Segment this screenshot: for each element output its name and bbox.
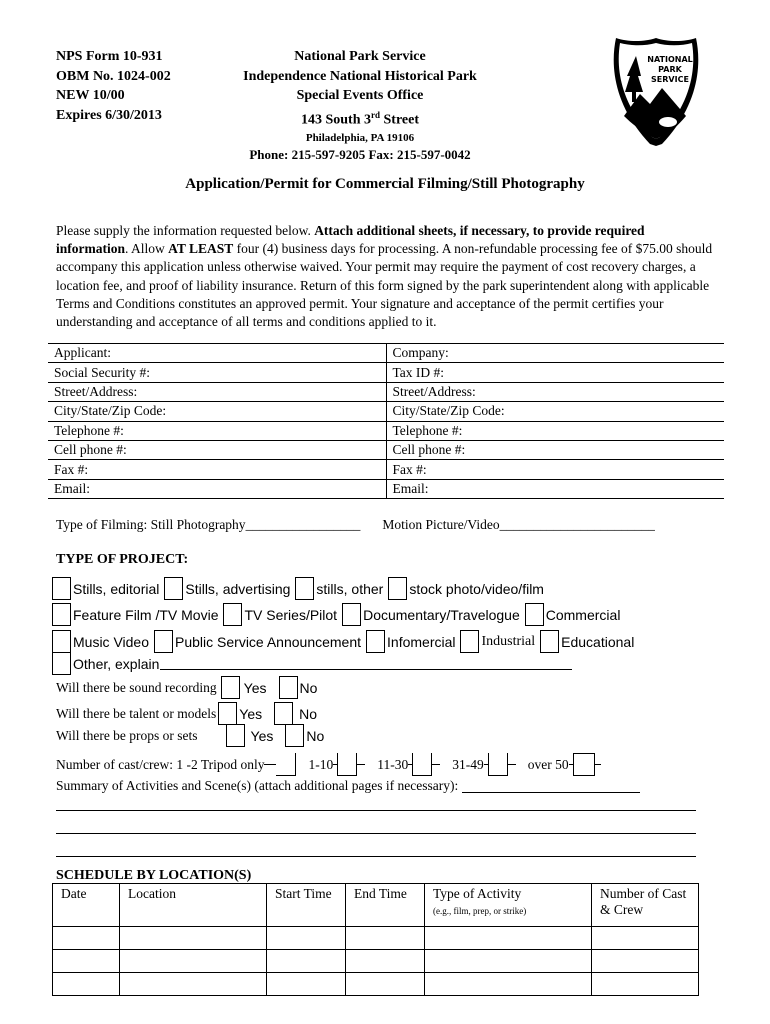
cast-over-50-checkbox[interactable] (573, 753, 595, 776)
logo-text-national: NATIONAL (647, 55, 693, 64)
company-email-field[interactable]: Email: (386, 479, 724, 498)
agency-address-block (200, 47, 520, 163)
cast-11-30-checkbox[interactable] (412, 753, 432, 776)
form-new-date: NEW 10/00 (56, 88, 125, 103)
applicant-company-table (48, 343, 724, 499)
applicant-field[interactable]: Applicant: (48, 344, 386, 363)
company-telephone-field[interactable]: Telephone #: (386, 421, 724, 440)
motion-picture-blank[interactable]: _______________________ (499, 517, 655, 532)
schedule-header-row (53, 884, 699, 927)
table-row (48, 479, 724, 498)
talent-yes-checkbox[interactable] (218, 702, 237, 725)
stills-other-checkbox[interactable] (295, 577, 314, 600)
applicant-cell-field[interactable]: Cell phone #: (48, 440, 386, 459)
psa-checkbox[interactable] (154, 630, 173, 653)
industrial-checkbox[interactable] (460, 630, 479, 653)
applicant-street-field[interactable]: Street/Address: (48, 382, 386, 401)
table-row (53, 927, 699, 950)
stills-editorial-checkbox[interactable] (52, 577, 71, 600)
summary-input-line[interactable] (462, 780, 640, 793)
project-row-3: Music Video Public Service Announcement Infomercial Industrial Educational (52, 630, 639, 653)
phone-fax: Phone: 215-597-9205 Fax: 215-597-0042 (249, 146, 471, 162)
office-name: Special Events Office (296, 88, 424, 103)
educational-checkbox[interactable] (540, 630, 559, 653)
props-yes-checkbox[interactable] (226, 724, 245, 747)
props-no-checkbox[interactable] (285, 724, 304, 747)
applicant-telephone-field[interactable]: Telephone #: (48, 421, 386, 440)
summary-line-2[interactable] (56, 810, 696, 811)
table-row (53, 950, 699, 973)
type-of-filming-line: Type of Filming: Still Photography_________________ Motion Picture/Video_______________________ (56, 517, 655, 532)
table-row (48, 421, 724, 440)
agency-name: National Park Service (294, 49, 426, 64)
props-question: Will there be props or sets Yes No (56, 724, 324, 747)
cast-crew-line: Number of cast/crew: 1 -2 Tripod only 1-10 11-30 31-49 over 50 (56, 753, 601, 776)
form-identifiers (56, 47, 171, 125)
city-state-zip: Philadelphia, PA 19106 (305, 131, 415, 144)
schedule-table (52, 883, 699, 996)
location-header: Location (120, 884, 267, 927)
summary-line-4[interactable] (56, 856, 696, 857)
end-time-header: End Time (346, 884, 425, 927)
cast-crew-header: Number of Cast & Crew (592, 884, 699, 927)
sound-recording-question: Will there be sound recording Yes No (56, 676, 317, 699)
talent-question: Will there be talent or models Yes No (56, 702, 317, 725)
commercial-checkbox[interactable] (525, 603, 544, 626)
table-row (48, 460, 724, 479)
logo-text-park: PARK (658, 65, 682, 74)
other-explain-line[interactable] (160, 657, 572, 670)
company-street-field[interactable]: Street/Address: (386, 382, 724, 401)
table-row (48, 440, 724, 459)
applicant-fax-field[interactable]: Fax #: (48, 460, 386, 479)
date-header: Date (53, 884, 120, 927)
table-row (48, 344, 724, 363)
other-checkbox[interactable] (52, 652, 71, 675)
type-of-project-heading: TYPE OF PROJECT: (56, 552, 189, 567)
stills-advertising-checkbox[interactable] (164, 577, 183, 600)
omb-number: OBM No. 1024-002 (56, 68, 171, 84)
project-row-other: Other, explain (52, 652, 572, 675)
project-row-1: Stills, editorial Stills, advertising stills, other stock photo/video/film (52, 577, 549, 600)
company-field[interactable]: Company: (386, 344, 724, 363)
instructions-paragraph: Please supply the information requested below. Attach additional sheets, if necessary, to provide required information. Allow AT LEAST four (4) business days for processing. A non-refundable processing fee of $75.00 should accompany this application unless otherwise waived. Your permit may require the payment of cost recovery charges, a location fee, and proof of liability insurance. Return of this form signed by the park superintendent along with applicable Terms and Conditions constitutes an approved permit. Your signature and acceptance of the permit certifies your understanding and acceptance of all terms and conditions applied to it. (56, 223, 713, 330)
still-photography-blank[interactable]: _________________ (245, 517, 361, 532)
start-time-header: Start Time (267, 884, 346, 927)
summary-line: Summary of Activities and Scene(s) (attach additional pages if necessary): (56, 778, 640, 794)
street-address: 143 South 3rd Street (300, 109, 420, 128)
talent-no-checkbox[interactable] (274, 702, 293, 725)
company-cell-field[interactable]: Cell phone #: (386, 440, 724, 459)
feature-film-checkbox[interactable] (52, 603, 71, 626)
sound-no-checkbox[interactable] (279, 676, 298, 699)
tax-id-field[interactable]: Tax ID #: (386, 363, 724, 382)
tripod-only-checkbox[interactable] (276, 753, 296, 776)
summary-line-3[interactable] (56, 833, 696, 834)
company-city-field[interactable]: City/State/Zip Code: (386, 402, 724, 421)
table-row (48, 363, 724, 382)
table-row (48, 402, 724, 421)
company-fax-field[interactable]: Fax #: (386, 460, 724, 479)
sound-yes-checkbox[interactable] (221, 676, 240, 699)
park-name: Independence National Historical Park (243, 68, 477, 84)
nps-arrowhead-logo (610, 36, 702, 148)
project-row-2: Feature Film /TV Movie TV Series/Pilot Documentary/Travelogue Commercial (52, 603, 625, 626)
applicant-email-field[interactable]: Email: (48, 479, 386, 498)
activity-header: Type of Activity (e.g., film, prep, or strike) (425, 884, 592, 927)
table-row (48, 382, 724, 401)
stock-photo-checkbox[interactable] (388, 577, 407, 600)
ssn-field[interactable]: Social Security #: (48, 363, 386, 382)
documentary-checkbox[interactable] (342, 603, 361, 626)
music-video-checkbox[interactable] (52, 630, 71, 653)
form-title: Application/Permit for Commercial Filming/Still Photography (185, 176, 585, 192)
table-row (53, 973, 699, 996)
tv-series-checkbox[interactable] (223, 603, 242, 626)
form-expiration: Expires 6/30/2013 (56, 107, 162, 123)
form-number: NPS Form 10-931 (56, 49, 163, 64)
cast-31-49-checkbox[interactable] (488, 753, 508, 776)
schedule-heading: SCHEDULE BY LOCATION(S) (56, 868, 252, 883)
infomercial-checkbox[interactable] (366, 630, 385, 653)
cast-1-10-checkbox[interactable] (337, 753, 357, 776)
applicant-city-field[interactable]: City/State/Zip Code: (48, 402, 386, 421)
logo-text-service: SERVICE (651, 75, 689, 84)
